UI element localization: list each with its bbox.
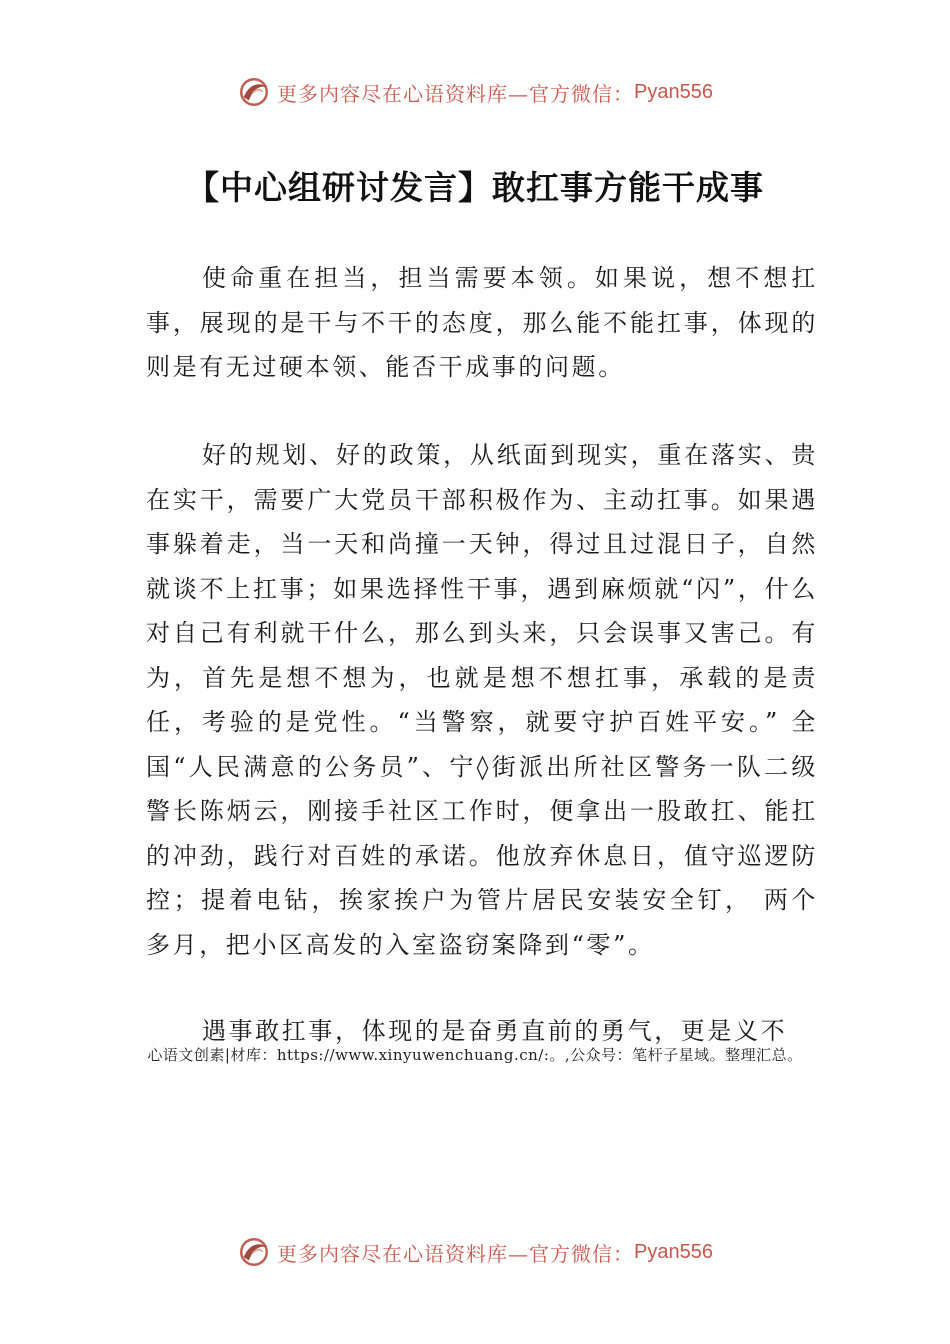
document-title: 【中心组研讨发言】敢扛事方能干成事 [186,168,764,207]
banner-text: 更多内容尽在心语资料库—官方微信： [277,1241,635,1266]
wechat-id: Pyan556 [634,80,713,103]
paragraph-1: 使命重在担当，担当需要本领。如果说，想不想扛事，展现的是干与不干的态度，那么能不能扛事，体现的则是有无过硬本领、能否干成事的问题。 [146,264,818,381]
wechat-id: Pyan556 [634,1240,713,1263]
swirl-logo-icon [237,75,271,109]
banner-text: 更多内容尽在心语资料库—官方微信： [277,81,635,106]
paragraph-3: 遇事敢扛事，体现的是奋勇直前的勇气，更是义不 [202,1017,788,1045]
footer-banner [0,1232,950,1272]
swirl-logo-icon [237,1235,271,1269]
source-note: 心语文创素|材库：https://www.xinyuwenchuang.cn/:。,公众号：笔杆子星域。整理汇总。 [147,1046,803,1064]
header-banner [0,72,950,112]
paragraph-2: 好的规划、好的政策，从纸面到现实，重在落实、贵在实干，需要广大党员干部积极作为、主动扛事。如果遇事躲着走，当一天和尚撞一天钟，得过且过混日子，自然就谈不上扛事；如果选择性干事，遇到麻烦就“闪”，什么对自己有利就干什么，那么到头来，只会误事又害己。有为，首先是想不想为，也就是想不想扛事，承载的是责任，考验的是党性。“当警察，就要守护百姓平安。” 全国“人民满意的公务员”、宁◊街派出所社区警务一队二级警长陈炳云，刚接手社区工作时，便拿出一股敢扛、能扛的冲劲，践行对百姓的承诺。他放弃休息日，值守巡逻防控；提着电钻，挨家挨户为管片居民安装安全钉， 两个多月，把小区高发的入室盗窃案降到“零”。 [146,441,818,959]
